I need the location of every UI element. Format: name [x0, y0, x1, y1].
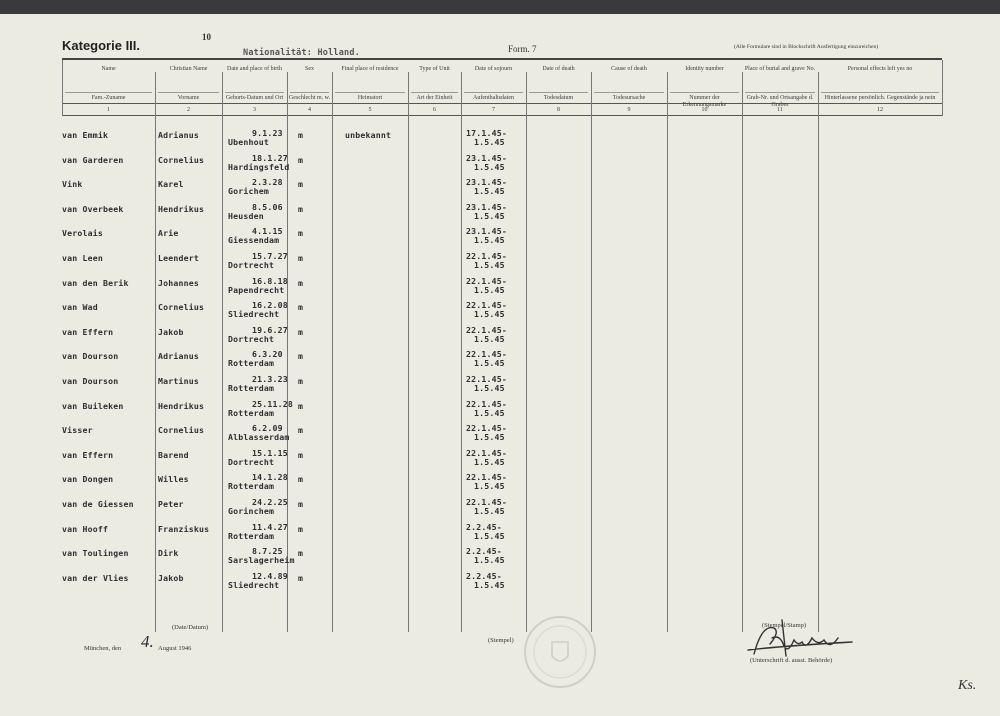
firstname-cell: Adrianus [158, 130, 200, 140]
surname-cell: van Dourson [62, 376, 119, 386]
birth-date-cell: 2.3.28 [252, 177, 283, 188]
sex-cell: m [298, 499, 304, 509]
birth-place-cell: Rotterdam [228, 407, 275, 418]
column-header-en: Place of burial and grave No. [744, 66, 816, 72]
column-header-de: Nummer der Erkennungsmarke [682, 95, 727, 108]
surname-cell: Vink [62, 179, 83, 190]
nationality-heading: Nationalität: Holland. [243, 48, 360, 58]
sojourn-from-cell: 22.1.45- [466, 251, 508, 261]
sojourn-from-cell: 22.1.45- [466, 324, 508, 335]
column-header-de: Grab-Nr. und Ortsangabe d. Grabes [746, 95, 814, 108]
header-inner-rule [464, 92, 523, 93]
firstname-cell: Willes [158, 474, 189, 485]
firstname-cell: Franziskus [158, 523, 210, 534]
city-date-label: München, den [84, 645, 122, 652]
column-divider [155, 72, 156, 632]
birth-place-cell: Heusden [228, 210, 264, 221]
birth-place-cell: Papendrecht [228, 284, 285, 295]
table-number-rule [62, 115, 942, 116]
sojourn-to-cell: 1.5.45 [474, 210, 505, 221]
header-inner-rule [594, 92, 664, 93]
birth-place-cell: Rotterdam [228, 481, 275, 492]
sojourn-from-cell: 2.2.45- [466, 546, 502, 557]
surname-cell: van Leen [62, 253, 104, 263]
sex-cell: m [298, 474, 304, 485]
handwritten-day: 4. [141, 632, 154, 651]
birth-date-cell: 14.1.28 [252, 472, 288, 483]
column-number: 7 [492, 107, 495, 113]
sex-cell: m [298, 326, 304, 337]
firstname-cell: Cornelius [158, 154, 205, 165]
sojourn-from-cell: 22.1.45- [466, 398, 508, 409]
sex-cell: m [298, 523, 304, 534]
sojourn-from-cell: 23.1.45- [466, 152, 508, 163]
scan-border [0, 0, 1000, 14]
column-header-en: Christian Name [169, 66, 208, 72]
birth-place-cell: Rotterdam [228, 530, 275, 541]
sex-cell: m [298, 351, 304, 362]
column-number: 10 [701, 107, 708, 113]
birth-date-cell: 16.2.08 [252, 300, 288, 311]
birth-place-cell: Sliedrecht [228, 579, 280, 590]
sojourn-from-cell: 22.1.45- [466, 275, 508, 286]
birth-date-cell: 19.6.27 [252, 324, 288, 335]
column-header-de: Fam.-Zuname [91, 95, 126, 101]
column-divider [526, 72, 527, 632]
firstname-cell: Cornelius [158, 425, 205, 436]
birth-date-cell: 16.8.18 [252, 275, 288, 286]
sojourn-from-cell: 23.1.45- [466, 226, 508, 237]
firstname-cell: Barend [158, 449, 189, 460]
surname-cell: van Wad [62, 302, 98, 313]
sojourn-to-cell: 1.5.45 [474, 284, 505, 295]
category-title: Kategorie III. [62, 38, 141, 53]
column-header-en: Date and place of birth [227, 66, 282, 72]
sojourn-from-cell: 22.1.45- [466, 349, 508, 360]
firstname-cell: Jakob [158, 572, 184, 583]
birth-date-cell: 9.1.23 [252, 128, 283, 138]
column-divider [667, 72, 668, 632]
sojourn-to-cell: 1.5.45 [474, 383, 505, 393]
sojourn-from-cell: 22.1.45- [466, 300, 508, 311]
column-header-en: Name [101, 66, 116, 72]
firstname-cell: Johannes [158, 277, 200, 288]
residence-cell: unbekannt [345, 130, 392, 140]
sex-cell: m [298, 425, 304, 436]
sex-cell: m [298, 400, 304, 411]
column-divider [818, 72, 819, 632]
surname-cell: van Buileken [62, 400, 124, 411]
surname-cell: van de Giessen [62, 499, 134, 509]
birth-place-cell: Gorichem [228, 186, 270, 197]
column-header-de: Art der Einheit [416, 95, 453, 101]
birth-place-cell: Hardingsfeld [228, 161, 290, 172]
column-header-de: Heimatort [357, 95, 383, 101]
column-number: 3 [253, 107, 256, 113]
sojourn-from-cell: 17.1.45- [466, 128, 508, 138]
birth-date-cell: 11.4.27 [252, 521, 288, 532]
birth-place-cell: Dortrecht [228, 260, 275, 270]
birth-date-cell: 8.5.06 [252, 201, 283, 212]
birth-place-cell: Sliedrecht [228, 309, 280, 320]
handwritten-signature [742, 616, 862, 660]
sojourn-to-cell: 1.5.45 [474, 309, 505, 320]
date-label: (Date/Datum) [172, 624, 209, 631]
column-number: 11 [777, 107, 783, 113]
header-inner-rule [670, 92, 739, 93]
birth-place-cell: Rotterdam [228, 383, 275, 393]
signature-caption: (Unterschrift d. ausst. Behörde) [750, 657, 833, 664]
surname-cell: van Overbeek [62, 203, 124, 214]
birth-place-cell: Ubenhout [228, 137, 270, 147]
birth-place-cell: Sarslagerheim [228, 555, 295, 566]
surname-cell: van der Vlies [62, 572, 129, 583]
column-header-en: Date of death [542, 66, 575, 72]
firstname-cell: Peter [158, 499, 184, 509]
surname-cell: van Effern [62, 326, 114, 337]
surname-cell: van Effern [62, 449, 114, 460]
sex-cell: m [298, 203, 304, 214]
header-inner-rule [65, 92, 152, 93]
birth-date-cell: 6.3.20 [252, 349, 283, 360]
sojourn-to-cell: 1.5.45 [474, 506, 505, 516]
sex-cell: m [298, 449, 304, 460]
sojourn-to-cell: 1.5.45 [474, 530, 505, 541]
surname-cell: van Dongen [62, 474, 114, 485]
birth-date-cell: 21.3.23 [252, 374, 288, 384]
column-number: 8 [557, 107, 560, 113]
column-header-de: Hinterlassene persönlich. Gegenstände ja nein [824, 95, 936, 101]
column-number: 4 [308, 107, 311, 113]
document-page [0, 14, 1000, 716]
surname-cell: van Hooff [62, 523, 109, 534]
column-divider [222, 72, 223, 632]
header-inner-rule [158, 92, 219, 93]
column-number: 1 [107, 107, 110, 113]
header-inner-rule [411, 92, 458, 93]
column-header-de: Geburts-Datum und Ort [225, 95, 284, 101]
birth-date-cell: 4.1.15 [252, 226, 283, 237]
sojourn-to-cell: 1.5.45 [474, 481, 505, 492]
sojourn-from-cell: 22.1.45- [466, 447, 508, 458]
sojourn-from-cell: 2.2.45- [466, 521, 502, 532]
header-inner-rule [821, 92, 939, 93]
column-header-en: Final place of residence [341, 66, 399, 72]
sex-cell: m [298, 572, 304, 583]
surname-cell: Verolais [62, 228, 104, 239]
firstname-cell: Hendrikus [158, 400, 205, 411]
sex-cell: m [298, 277, 304, 288]
firstname-cell: Adrianus [158, 351, 200, 362]
stamp-label: (Stempel) [488, 637, 514, 644]
column-number: 6 [433, 107, 436, 113]
firstname-cell: Hendrikus [158, 203, 205, 214]
signature-stamp-label: (Stempel/Stamp) [762, 622, 807, 629]
sojourn-from-cell: 22.1.45- [466, 497, 508, 507]
sex-cell: m [298, 548, 304, 559]
sojourn-to-cell: 1.5.45 [474, 358, 505, 369]
column-divider [461, 72, 462, 632]
sojourn-from-cell: 23.1.45- [466, 201, 508, 212]
form-number: Form. 7 [508, 44, 537, 54]
corner-mark: Ks. [958, 678, 977, 693]
column-header-en: Personal effects left yes no [847, 66, 913, 72]
column-number: 2 [187, 107, 190, 113]
sojourn-to-cell: 1.5.45 [474, 555, 505, 566]
column-divider [591, 72, 592, 632]
column-header-en: Type of Unit [419, 66, 450, 72]
birth-date-cell: 6.2.09 [252, 423, 283, 434]
column-header-en: Sex [305, 66, 314, 72]
sojourn-to-cell: 1.5.45 [474, 137, 505, 147]
firstname-cell: Leendert [158, 253, 200, 263]
column-number: 5 [368, 107, 372, 113]
sojourn-to-cell: 1.5.45 [474, 432, 505, 443]
sojourn-to-cell: 1.5.45 [474, 456, 505, 467]
sex-cell: m [298, 376, 304, 386]
birth-date-cell: 24.2.25 [252, 497, 288, 507]
firstname-cell: Karel [158, 179, 184, 190]
sojourn-to-cell: 1.5.45 [474, 161, 505, 172]
page-number: 10 [202, 32, 211, 42]
surname-cell: van Garderen [62, 154, 124, 165]
column-header-de: Geschlecht m. w. [288, 95, 331, 101]
table-top-rule [62, 58, 942, 60]
firstname-cell: Arie [158, 228, 179, 239]
birth-place-cell: Rotterdam [228, 358, 275, 369]
column-header-en: Date of sojourn [474, 66, 513, 72]
firstname-cell: Jakob [158, 326, 184, 337]
sojourn-from-cell: 23.1.45- [466, 177, 508, 188]
header-inner-rule [225, 92, 284, 93]
header-inner-rule [335, 92, 405, 93]
sex-cell: m [298, 154, 304, 165]
firstname-cell: Martinus [158, 376, 200, 386]
sojourn-from-cell: 22.1.45- [466, 472, 508, 483]
birth-date-cell: 15.1.15 [252, 447, 288, 458]
firstname-cell: Dirk [158, 548, 179, 559]
surname-cell: van Toulingen [62, 548, 129, 559]
birth-date-cell: 15.7.27 [252, 251, 288, 261]
sojourn-to-cell: 1.5.45 [474, 333, 505, 344]
column-header-de: Vorname [177, 95, 200, 101]
column-divider [942, 60, 943, 116]
surname-cell: Visser [62, 425, 93, 436]
column-number: 12 [877, 107, 883, 113]
surname-cell: van den Berik [62, 277, 129, 288]
sex-cell: m [298, 253, 304, 263]
birth-date-cell: 12.4.89 [252, 570, 288, 581]
round-stamp-seal [522, 614, 598, 690]
birth-date-cell: 25.11.28 [252, 398, 294, 409]
birth-place-cell: Alblasserdam [228, 432, 290, 443]
surname-cell: van Emmik [62, 130, 109, 140]
sex-cell: m [298, 130, 304, 140]
header-inner-rule [745, 92, 815, 93]
sex-cell: m [298, 228, 304, 239]
form-note: (Alle Formulare sind in Blockschrift Ausfertigung einzureichen) [734, 44, 879, 50]
sojourn-from-cell: 22.1.45- [466, 374, 508, 384]
birth-place-cell: Dortrecht [228, 456, 275, 467]
firstname-cell: Cornelius [158, 302, 205, 313]
sojourn-to-cell: 1.5.45 [474, 235, 505, 246]
birth-place-cell: Gorinchem [228, 506, 275, 516]
sex-cell: m [298, 179, 304, 190]
birth-place-cell: Dortrecht [228, 333, 275, 344]
sojourn-to-cell: 1.5.45 [474, 407, 505, 418]
column-header-en: Cause of death [611, 66, 647, 72]
column-divider [408, 72, 409, 632]
birth-place-cell: Giessendam [228, 235, 280, 246]
header-inner-rule [290, 92, 329, 93]
column-header-de: Aufenthaltsdaten [473, 95, 514, 101]
birth-date-cell: 18.1.27 [252, 152, 288, 163]
sojourn-from-cell: 22.1.45- [466, 423, 508, 434]
sojourn-to-cell: 1.5.45 [474, 260, 505, 270]
header-inner-rule [529, 92, 588, 93]
birth-date-cell: 8.7.25 [252, 546, 283, 557]
column-divider [332, 72, 333, 632]
column-divider [742, 72, 743, 632]
sojourn-from-cell: 2.2.45- [466, 570, 502, 581]
sojourn-to-cell: 1.5.45 [474, 186, 505, 197]
column-header-en: Identity number [685, 66, 724, 72]
column-number: 9 [627, 107, 631, 113]
sex-cell: m [298, 302, 304, 313]
column-header-de: Todesdatum [543, 95, 574, 101]
month-year: August 1946 [158, 645, 192, 652]
column-header-de: Todesursache [612, 95, 646, 101]
sojourn-to-cell: 1.5.45 [474, 579, 505, 590]
surname-cell: van Dourson [62, 351, 119, 362]
